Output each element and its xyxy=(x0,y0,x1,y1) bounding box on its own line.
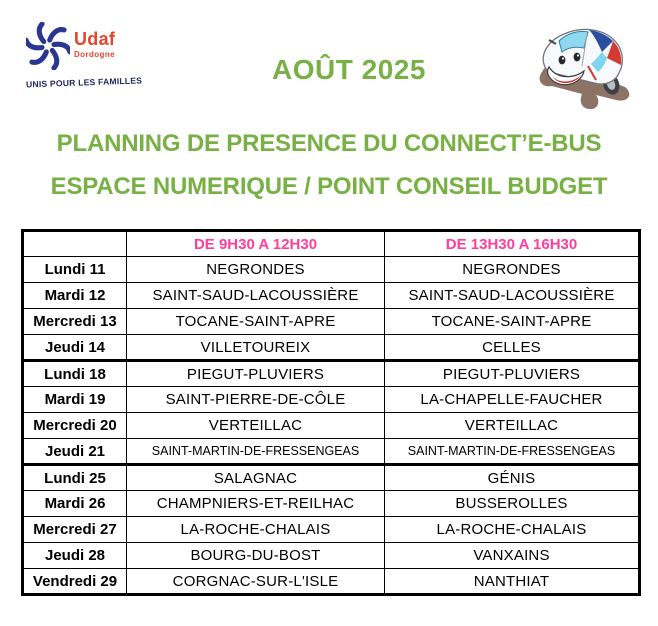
udaf-logo-main xyxy=(26,22,166,75)
day-cell: Mercredi 20 xyxy=(23,413,127,439)
morning-location-cell: LA-ROCHE-CHALAIS xyxy=(127,517,385,543)
afternoon-location-cell: TOCANE-SAINT-APRE xyxy=(385,309,640,335)
schedule-table xyxy=(21,229,641,596)
morning-location-cell: PIEGUT-PLUVIERS xyxy=(127,361,385,387)
afternoon-location-cell: NANTHIAT xyxy=(385,569,640,595)
morning-location-cell: SALAGNAC xyxy=(127,465,385,491)
schedule-week-group xyxy=(23,465,640,595)
morning-location-cell: CORGNAC-SUR-L'ISLE xyxy=(127,569,385,595)
morning-location-cell: SAINT-MARTIN-DE-FRESSENGEAS xyxy=(127,439,385,465)
afternoon-location-cell: SAINT-MARTIN-DE-FRESSENGEAS xyxy=(385,439,640,465)
udaf-star-icon xyxy=(26,22,70,75)
day-cell: Mercredi 27 xyxy=(23,517,127,543)
day-cell: Vendredi 29 xyxy=(23,569,127,595)
day-cell: Mardi 12 xyxy=(23,283,127,309)
page-header xyxy=(0,0,658,112)
morning-column-header: DE 9H30 A 12H30 xyxy=(127,231,385,257)
table-row xyxy=(23,465,640,491)
table-row xyxy=(23,361,640,387)
schedule-table-header xyxy=(23,231,640,257)
table-row xyxy=(23,257,640,283)
afternoon-location-cell: BUSSEROLLES xyxy=(385,491,640,517)
day-cell: Lundi 11 xyxy=(23,257,127,283)
day-cell: Lundi 18 xyxy=(23,361,127,387)
header-row xyxy=(23,231,640,257)
day-column-header xyxy=(23,231,127,257)
schedule-week-group xyxy=(23,257,640,361)
udaf-logo xyxy=(25,22,166,90)
table-row xyxy=(23,283,640,309)
day-cell: Jeudi 14 xyxy=(23,335,127,361)
day-cell: Mercredi 13 xyxy=(23,309,127,335)
udaf-logo-words xyxy=(74,30,115,59)
morning-location-cell: BOURG-DU-BOST xyxy=(127,543,385,569)
udaf-logo-tagline: UNIS POUR LES FAMILLES xyxy=(25,75,143,90)
morning-location-cell: SAINT-PIERRE-DE-CÔLE xyxy=(127,387,385,413)
table-row xyxy=(23,491,640,517)
day-cell: Jeudi 21 xyxy=(23,439,127,465)
bus-illustration-icon xyxy=(532,22,644,119)
udaf-logo-name: Udaf xyxy=(74,29,116,49)
document-title-line2: ESPACE NUMERIQUE / POINT CONSEIL BUDGET xyxy=(50,173,608,200)
table-row xyxy=(23,439,640,465)
document-title xyxy=(0,122,658,208)
morning-location-cell: CHAMPNIERS-ET-REILHAC xyxy=(127,491,385,517)
table-row xyxy=(23,309,640,335)
table-row xyxy=(23,413,640,439)
morning-location-cell: VERTEILLAC xyxy=(127,413,385,439)
afternoon-location-cell: CELLES xyxy=(385,335,640,361)
document-title-line1: PLANNING DE PRESENCE DU CONNECT’E-BUS xyxy=(56,130,602,157)
table-row xyxy=(23,387,640,413)
afternoon-location-cell: LA-CHAPELLE-FAUCHER xyxy=(385,387,640,413)
table-row xyxy=(23,569,640,595)
day-cell: Mardi 19 xyxy=(23,387,127,413)
afternoon-location-cell: LA-ROCHE-CHALAIS xyxy=(385,517,640,543)
morning-location-cell: TOCANE-SAINT-APRE xyxy=(127,309,385,335)
morning-location-cell: SAINT-SAUD-LACOUSSIÈRE xyxy=(127,283,385,309)
day-cell: Mardi 26 xyxy=(23,491,127,517)
afternoon-location-cell: VERTEILLAC xyxy=(385,413,640,439)
day-cell: Jeudi 28 xyxy=(23,543,127,569)
udaf-logo-region: Dordogne xyxy=(74,50,115,59)
table-row xyxy=(23,517,640,543)
morning-location-cell: NEGRONDES xyxy=(127,257,385,283)
afternoon-location-cell: PIEGUT-PLUVIERS xyxy=(385,361,640,387)
morning-location-cell: VILLETOUREIX xyxy=(127,335,385,361)
afternoon-location-cell: VANXAINS xyxy=(385,543,640,569)
schedule-week-group xyxy=(23,361,640,465)
afternoon-location-cell: SAINT-SAUD-LACOUSSIÈRE xyxy=(385,283,640,309)
afternoon-column-header: DE 13H30 A 16H30 xyxy=(385,231,640,257)
afternoon-location-cell: NEGRONDES xyxy=(385,257,640,283)
table-row xyxy=(23,335,640,361)
day-cell: Lundi 25 xyxy=(23,465,127,491)
month-title: AOÛT 2025 xyxy=(272,54,426,85)
table-row xyxy=(23,543,640,569)
afternoon-location-cell: GÉNIS xyxy=(385,465,640,491)
